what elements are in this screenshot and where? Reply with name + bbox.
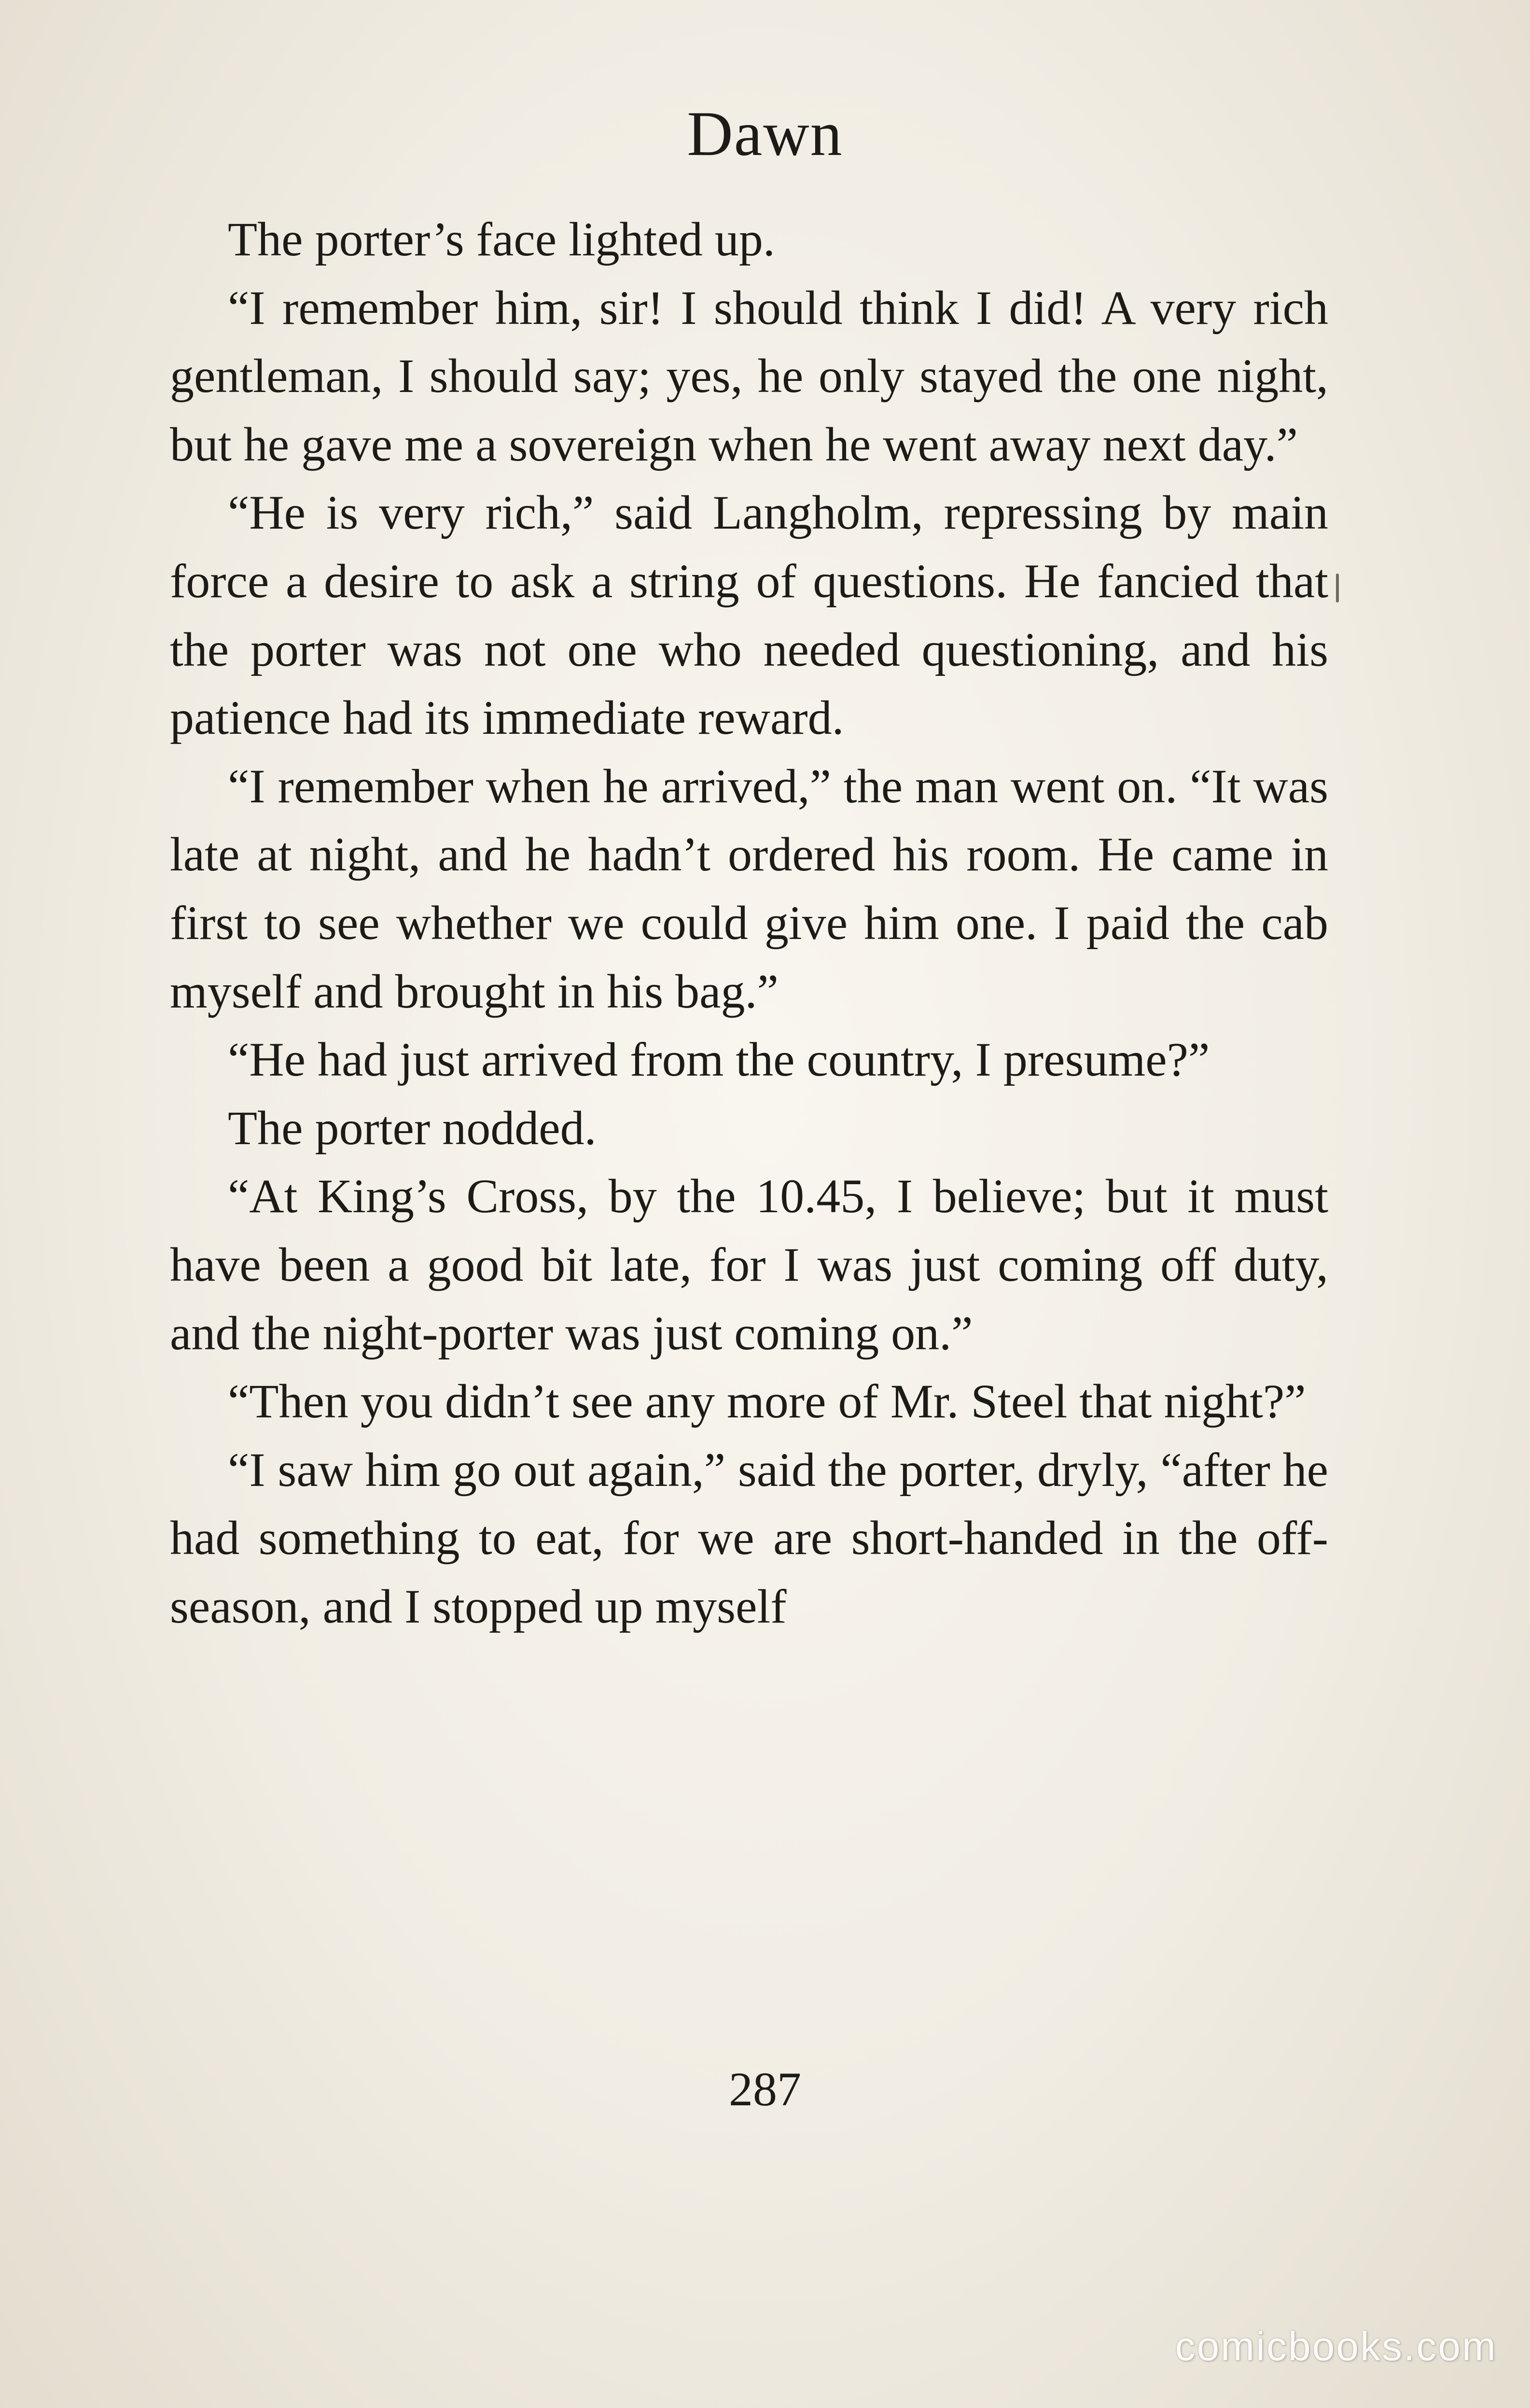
paragraph: “I saw him go out again,” said the porter, dryly, “after he had something to eat, for we are short-handed in the off-season, and I stopped up myself [170,1442,1328,1633]
body-text [170,205,1328,1640]
paragraph: “He had just arrived from the country, I presume?” [228,1033,1210,1087]
paragraph: “I remember when he arrived,” the man went on. “It was late at night, and he hadn’t ordered his room. He came in first to see whether we could give him one. I paid the cab myself and brought in his bag.” [170,759,1328,1018]
watermark: comicbooks.com [1175,2324,1497,2369]
paragraph: The porter’s face lighted up. [228,212,775,266]
running-head: Dawn [687,98,843,169]
paragraph: “I remember him, sir! I should think I did! A very rich gentleman, I should say; yes, he only stayed the one night, but he gave me a sovereign when he went away next day.” [170,280,1328,471]
paragraph: “Then you didn’t see any more of Mr. Steel that night?” [228,1374,1306,1428]
page-number: 287 [729,2062,801,2116]
paragraph: “He is very rich,” said Langholm, repressing by main force a desire to ask a string of questions. He fancied that the porter was not one who needed questioning, and his patience had its immediate reward. [170,486,1328,745]
paragraph: “At King’s Cross, by the 10.45, I believe; but it must have been a good bit late, for I was just coming off duty, and the night-porter was just coming on.” [170,1169,1328,1360]
paragraph: The porter nodded. [228,1101,597,1155]
margin-mark [1336,574,1339,602]
